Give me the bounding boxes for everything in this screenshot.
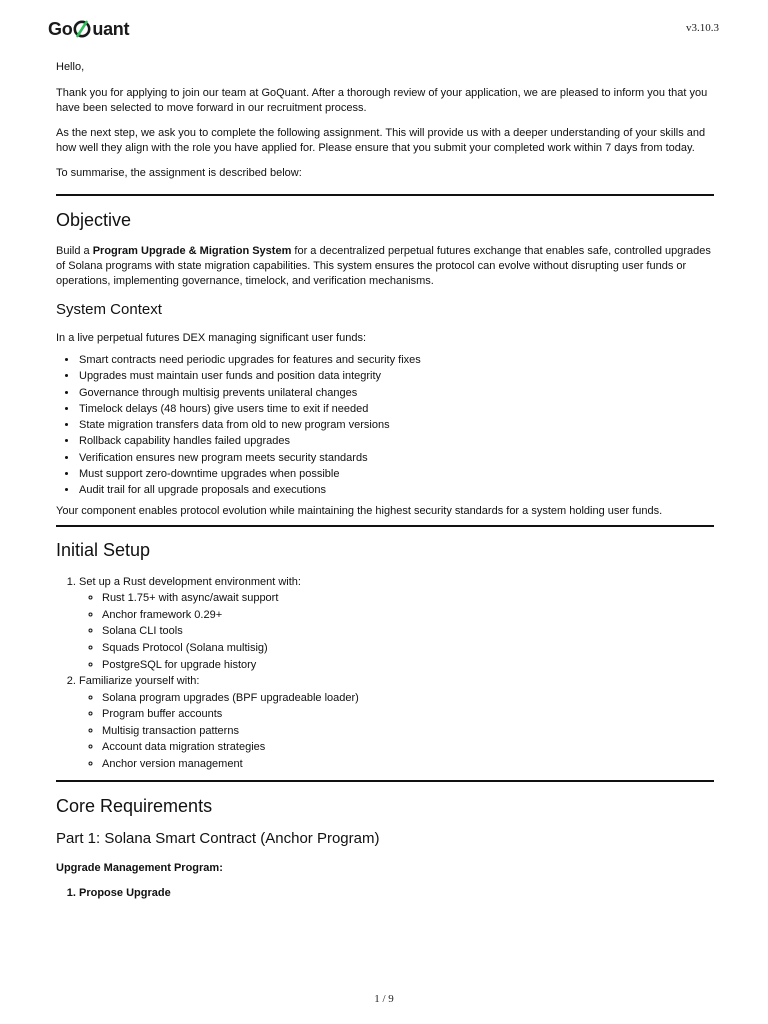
list-item: ◦ Anchor framework 0.29+ — [102, 607, 714, 624]
initial-setup-heading: Initial Setup — [56, 539, 151, 560]
setup-sub-list — [79, 690, 714, 773]
list-item: • Smart contracts need periodic upgrades for features and security fixes — [78, 352, 714, 368]
system-context-heading: System Context — [56, 301, 162, 318]
list-item: • Governance through multisig prevents unilateral changes — [78, 385, 714, 401]
section-divider — [56, 780, 714, 782]
list-item: ◦ Program buffer accounts — [102, 706, 714, 723]
program-list — [56, 885, 714, 902]
greeting: Hello, — [56, 61, 85, 73]
list-item: • Verification ensures new program meets security standards — [78, 450, 714, 466]
document-body — [56, 60, 714, 901]
objective-text-pre: Build a — [56, 245, 93, 257]
list-item: ◦ Multisig transaction patterns — [102, 723, 714, 740]
list-item: • Timelock delays (48 hours) give users time to exit if needed — [78, 401, 714, 417]
setup-step-label: Set up a Rust development environment with: — [79, 575, 301, 588]
list-item: ◦ Rust 1.75+ with async/await support — [102, 590, 714, 607]
list-item: ◦ Solana program upgrades (BPF upgradeable loader) — [102, 690, 714, 707]
objective-text-bold: Program Upgrade & Migration System — [92, 245, 292, 257]
list-item: • State migration transfers data from old to new program versions — [78, 417, 714, 433]
list-item: ◦ PostgreSQL for upgrade history — [102, 657, 714, 674]
objective-text — [56, 244, 714, 289]
system-context-intro: In a live perpetual futures DEX managing significant user funds: — [56, 332, 367, 344]
objective-heading: Objective — [56, 210, 132, 230]
list-item: ◦ Solana CLI tools — [102, 623, 714, 640]
list-item: • Audit trail for all upgrade proposals and executions — [78, 482, 714, 498]
section-divider — [56, 525, 714, 527]
logo-text-uant: uant — [92, 18, 130, 39]
list-item: ◦ Anchor version management — [102, 756, 714, 773]
part1-heading: Part 1: Solana Smart Contract (Anchor Program) — [56, 829, 380, 847]
initial-setup-steps — [56, 574, 714, 773]
goquant-logo — [48, 17, 129, 41]
intro-paragraph-2: As the next step, we ask you to complete the following assignment. This will provide us with a deeper understanding of your skills and how well they align with the role you have applied for. Please ensure that you submit your completed work within 7 days from today. — [56, 127, 706, 154]
section-divider — [56, 194, 714, 196]
system-context-closing: Your component enables protocol evolution while maintaining the highest security standards for a system holding user funds. — [56, 504, 663, 517]
logo-text-go: Go — [48, 18, 73, 39]
setup-sub-list — [79, 590, 714, 673]
list-item: 1. Propose Upgrade — [79, 885, 714, 902]
objective-text-post: for a decentralized perpetual futures exchange that enables safe, controlled upgrades of Solana programs with state migration capabilities. This system ensures the protocol can evolve without disrupting user funds or operations, implementing governance, timelock, and verification mechanisms. — [56, 245, 711, 287]
program-label: Upgrade Management Program: — [56, 861, 223, 874]
page-number: 1 / 9 — [374, 993, 394, 1005]
list-item: • Upgrades must maintain user funds and position data integrity — [78, 368, 714, 384]
list-item: • Rollback capability handles failed upgrades — [78, 433, 714, 449]
setup-step-label: Familiarize yourself with: — [79, 675, 200, 688]
setup-step — [79, 574, 714, 673]
intro-paragraph-3: To summarise, the assignment is described below: — [56, 167, 302, 179]
core-requirements-heading: Core Requirements — [56, 795, 213, 816]
setup-step — [79, 673, 714, 772]
list-item: ◦ Squads Protocol (Solana multisig) — [102, 640, 714, 657]
list-item: • Must support zero-downtime upgrades when possible — [78, 466, 714, 482]
logo-q-icon — [72, 19, 92, 39]
version-label: v3.10.3 — [686, 22, 719, 34]
intro-paragraph-1: Thank you for applying to join our team at GoQuant. After a thorough review of your application, we are pleased to inform you that you have been selected to move forward in our recruitment process. — [56, 87, 708, 114]
system-context-list — [56, 352, 714, 499]
list-item: ◦ Account data migration strategies — [102, 739, 714, 756]
